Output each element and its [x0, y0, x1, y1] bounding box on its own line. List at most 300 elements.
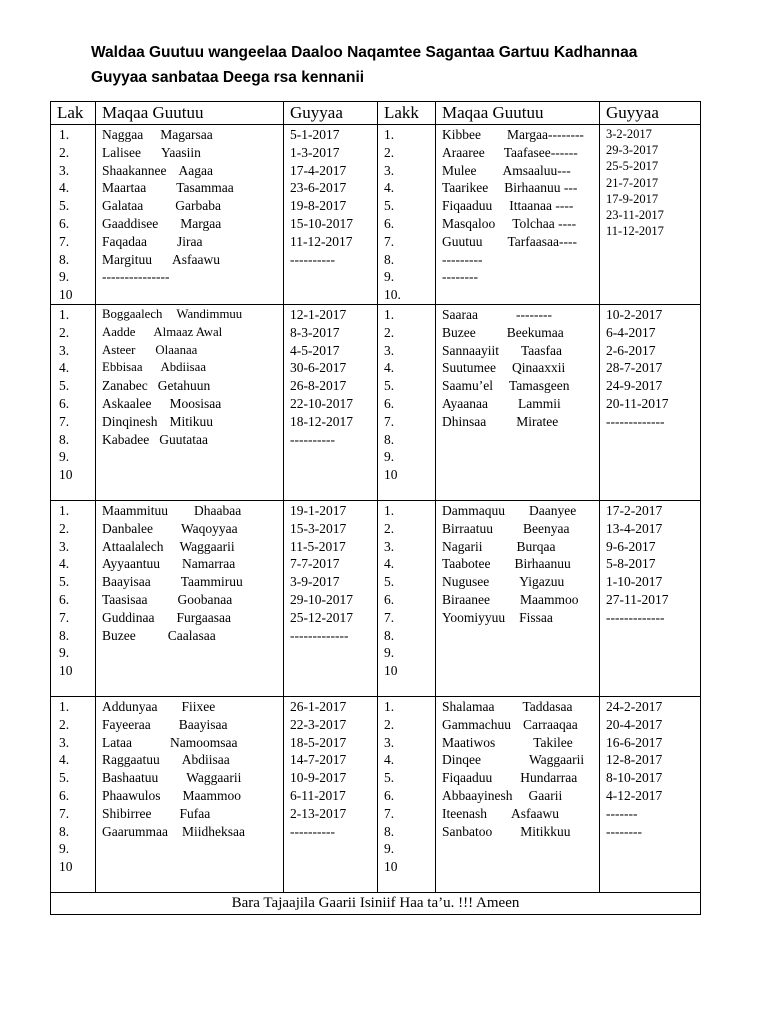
person-name [442, 573, 599, 591]
person-name [102, 342, 283, 360]
first-name: Gammachuu [442, 716, 511, 732]
last-name: Maammoo [182, 787, 241, 803]
schedule-date: 16-6-2017 [606, 734, 663, 750]
row-number: 6. [59, 215, 70, 231]
first-name: Saaraa [442, 306, 478, 322]
row-number: 3. [384, 162, 395, 178]
header-guyyaa-2: Guyyaa [600, 102, 701, 125]
schedule-date: 19-8-2017 [290, 198, 347, 214]
row-number: 8. [59, 431, 70, 447]
last-name: Dhaabaa [194, 502, 242, 518]
schedule-date: 21-7-2017 [606, 175, 659, 190]
first-name: Asteer [102, 342, 136, 357]
row-number: 4. [59, 360, 70, 376]
last-name: Tasammaa [176, 180, 234, 196]
person-name [442, 716, 599, 734]
first-name: Aadde [102, 324, 136, 339]
person-name [102, 591, 283, 609]
schedule-date: 5-8-2017 [606, 556, 656, 572]
row-number: 7. [384, 413, 395, 429]
person-name [102, 233, 283, 251]
last-name: Fissaa [519, 609, 553, 625]
dates-cell [284, 500, 378, 696]
schedule-date: 6-4-2017 [606, 324, 656, 340]
person-name [102, 395, 283, 413]
row-number: 5. [59, 770, 70, 786]
row-number: 5. [384, 574, 395, 590]
names-cell-2 [436, 696, 600, 892]
last-name: Miidheksaa [181, 823, 245, 839]
header-guyyaa: Guyyaa [284, 102, 378, 125]
last-name: Asfaawu [510, 805, 559, 821]
person-name [102, 716, 283, 734]
person-name [442, 413, 599, 431]
row-number: 5. [384, 198, 395, 214]
person-name [102, 306, 283, 324]
schedule-date: 13-4-2017 [606, 520, 663, 536]
schedule-date: 9-6-2017 [606, 538, 656, 554]
row-number: 8. [384, 823, 395, 839]
schedule-date: 22-3-2017 [290, 716, 347, 732]
row-number: 2. [59, 520, 70, 536]
last-name: Mitikuu [169, 413, 214, 429]
names-cell-2 [436, 500, 600, 696]
person-name [102, 324, 283, 342]
row-number: 9. [59, 449, 70, 465]
first-name: Birraatuu [442, 520, 493, 536]
person-name [102, 377, 283, 395]
first-name: Nagarii [442, 538, 483, 554]
person-name [102, 805, 283, 823]
first-name: Zanabec [102, 378, 148, 394]
last-name: Lammii [517, 395, 561, 411]
person-name [442, 769, 599, 787]
row-number: 7. [59, 413, 70, 429]
first-name: Attaalalech [102, 538, 164, 554]
first-name: Ayyaantuu [102, 556, 160, 572]
row-number: 7. [384, 609, 395, 625]
person-name [442, 395, 599, 413]
row-number: 1. [59, 698, 70, 714]
row-number: 8. [59, 823, 70, 839]
last-name: Yaasiin [160, 144, 201, 160]
schedule-date: 2-6-2017 [606, 342, 656, 358]
last-name: Getahuun [157, 378, 211, 394]
row-number: 4. [384, 556, 395, 572]
person-name [442, 502, 599, 520]
schedule-date: 20-11-2017 [606, 395, 669, 411]
person-name [442, 538, 599, 556]
last-name: Asfaawu [172, 251, 220, 267]
person-name [442, 306, 599, 324]
header-lakk: Lakk [378, 102, 436, 125]
last-name: Jiraa [176, 233, 203, 249]
schedule-date: ------- [606, 805, 638, 821]
person-name [102, 413, 283, 431]
row-number: 1. [384, 502, 395, 518]
schedule-date: 2-13-2017 [290, 805, 347, 821]
last-name: Beenyaa [522, 520, 570, 536]
first-name: Dhinsaa [442, 413, 487, 429]
schedule-date: 26-8-2017 [290, 378, 347, 394]
person-name [442, 197, 599, 215]
person-name [442, 144, 599, 162]
schedule-date: 8-3-2017 [290, 324, 340, 340]
first-name: Nugusee [442, 574, 490, 590]
first-name: Gaarummaa [102, 823, 168, 839]
last-name: Garbaba [175, 198, 221, 214]
last-name: Baayisaa [178, 716, 228, 732]
schedule-date: ---------- [290, 251, 335, 267]
names-cell-2 [436, 125, 600, 305]
person-name [102, 555, 283, 573]
row-number: 9. [59, 841, 70, 857]
row-number: 1. [384, 306, 395, 322]
schedule-date: 29-10-2017 [290, 591, 353, 607]
row-number: 10 [59, 859, 73, 875]
schedule-date: 5-1-2017 [290, 127, 340, 142]
person-name [442, 268, 599, 286]
row-number: 9. [59, 269, 70, 285]
row-number: 6. [384, 787, 395, 803]
schedule-date: ------------- [606, 609, 665, 625]
schedule-date: 27-11-2017 [606, 591, 669, 607]
schedule-date: 7-7-2017 [290, 556, 340, 572]
last-name: Birhaanuu --- [504, 180, 578, 196]
row-number: 8. [384, 251, 395, 267]
first-name: Sannaayiit [442, 342, 499, 358]
row-number: 5. [384, 770, 395, 786]
last-name: Takilee [533, 734, 573, 750]
first-name: Gaaddisee [102, 215, 159, 231]
row-number: 7. [59, 805, 70, 821]
row-number: 2. [384, 324, 395, 340]
group-row [51, 304, 701, 500]
row-number: 2. [384, 716, 395, 732]
first-name: Faqadaa [102, 233, 147, 249]
group-row [51, 500, 701, 696]
last-name: Abdiisaa [160, 360, 207, 375]
last-name: Waqoyyaa [180, 520, 238, 536]
first-name: Mulee [442, 162, 477, 178]
schedule-date: 24-2-2017 [606, 698, 663, 714]
first-name: Maartaa [102, 180, 147, 196]
title-line-2: Guyyaa sanbataa Deega rsa kennanii [91, 69, 365, 86]
person-name [442, 233, 599, 251]
first-name: Margituu [102, 251, 152, 267]
schedule-date: ------------- [606, 413, 665, 429]
person-name [102, 734, 283, 752]
person-name [442, 126, 599, 144]
schedule-date: 25-12-2017 [290, 609, 353, 625]
first-name: Fiqaaduu [442, 770, 493, 786]
first-name: Sanbatoo [442, 823, 493, 839]
schedule-date: 28-7-2017 [606, 360, 663, 376]
last-name: Wandimmuu [176, 306, 243, 321]
row-number: 6. [59, 787, 70, 803]
first-name: Dinqinesh [102, 413, 158, 429]
first-name: Phaawulos [102, 787, 161, 803]
names-cell [96, 304, 284, 500]
first-name: Lataa [102, 734, 132, 750]
row-number: 7. [384, 233, 395, 249]
row-number: 7. [59, 233, 70, 249]
last-name: Gaarii [528, 787, 563, 803]
first-name: Abbaayinesh [442, 787, 513, 803]
schedule-date: 15-10-2017 [290, 215, 353, 231]
last-name: Burqaa [516, 538, 556, 554]
last-name: Miratee [516, 413, 559, 429]
dates-cell-2 [600, 500, 701, 696]
header-lak: Lak [51, 102, 96, 125]
row-number: 3. [59, 162, 70, 178]
person-name [442, 162, 599, 180]
row-number: 10. [384, 287, 401, 303]
row-number: 6. [384, 395, 395, 411]
first-name: Yoomiyyuu [442, 609, 506, 625]
row-number: 4. [384, 180, 395, 196]
row-number: 2. [384, 144, 395, 160]
first-name: --------- [442, 251, 483, 267]
first-name: Masqaloo [442, 215, 496, 231]
person-name [102, 251, 283, 269]
last-name: Caalasaa [167, 627, 216, 643]
row-number: 1. [384, 127, 395, 142]
person-name [442, 342, 599, 360]
first-name: Biraanee [442, 591, 490, 607]
last-name: Namoomsaa [169, 734, 238, 750]
person-name [102, 698, 283, 716]
last-name: Carraaqaa [522, 716, 578, 732]
first-name: --------------- [102, 269, 170, 285]
dates-cell [284, 125, 378, 305]
last-name: Guutataa [159, 431, 208, 447]
person-name [442, 734, 599, 752]
person-name [442, 805, 599, 823]
first-name: Suutumee [442, 360, 496, 376]
last-name: -------- [515, 306, 552, 322]
schedule-date: 6-11-2017 [290, 787, 346, 803]
row-number: 9. [384, 645, 395, 661]
first-name: Shaakannee [102, 162, 167, 178]
row-number: 5. [384, 378, 395, 394]
row-number: 10 [59, 467, 73, 483]
last-name: Olaanaa [155, 342, 198, 357]
first-name: Lalisee [102, 144, 141, 160]
row-number: 3. [59, 342, 70, 358]
last-name: Daanyee [529, 502, 577, 518]
schedule-date: 18-12-2017 [290, 413, 353, 429]
last-name: Tamasgeen [508, 378, 570, 394]
first-name: Baayisaa [102, 574, 151, 590]
last-name: Amsaaluu--- [502, 162, 571, 178]
first-name: Dammaquu [442, 502, 505, 518]
person-name [442, 215, 599, 233]
first-name: Ayaanaa [442, 395, 488, 411]
last-name: Qinaaxxii [512, 360, 566, 376]
schedule-date: 10-9-2017 [290, 770, 347, 786]
schedule-date: ---------- [290, 823, 335, 839]
schedule-date: 4-5-2017 [290, 342, 340, 358]
row-number: 3. [384, 342, 395, 358]
schedule-date: ------------- [290, 627, 349, 643]
schedule-date: 11-5-2017 [290, 538, 346, 554]
first-name: Naggaa [102, 127, 144, 142]
first-name: Taasisaa [102, 591, 148, 607]
first-name: Araaree [442, 144, 485, 160]
last-name: Beekumaa [506, 324, 564, 340]
person-name [442, 179, 599, 197]
row-number: 10 [384, 467, 398, 483]
schedule-date: 18-5-2017 [290, 734, 347, 750]
person-name [102, 144, 283, 162]
first-name: Kabadee [102, 431, 150, 447]
first-name: Buzee [102, 627, 136, 643]
schedule-date: 30-6-2017 [290, 360, 347, 376]
row-number: 4. [59, 180, 70, 196]
last-name: Furgaasaa [176, 609, 231, 625]
first-name: Maammituu [102, 502, 168, 518]
row-number: 8. [59, 251, 70, 267]
person-name [442, 787, 599, 805]
row-number: 1. [59, 306, 70, 322]
title-line-1: Waldaa Guutuu wangeelaa Daaloo Naqamtee Sagantaa Gartuu Kadhannaa [91, 44, 638, 61]
schedule-date: 14-7-2017 [290, 752, 347, 768]
row-number: 8. [384, 627, 395, 643]
lakk-numbers-cell [378, 125, 436, 305]
names-cell-2 [436, 304, 600, 500]
schedule-date: 17-2-2017 [606, 502, 663, 518]
last-name: Margaa [180, 215, 222, 231]
last-name: Namarraa [182, 556, 236, 572]
lak-numbers-cell [51, 125, 96, 305]
lakk-numbers-cell [378, 696, 436, 892]
person-name [102, 359, 283, 377]
last-name: Fufaa [179, 805, 211, 821]
row-number: 10 [384, 859, 398, 875]
schedule-date: 12-8-2017 [606, 752, 663, 768]
person-name [102, 823, 283, 841]
row-number: 10 [59, 663, 73, 679]
person-name [442, 591, 599, 609]
row-number: 5. [59, 574, 70, 590]
last-name: Goobanaa [177, 591, 233, 607]
schedule-table [50, 101, 701, 915]
last-name: Magarsaa [160, 127, 213, 142]
schedule-date: 17-9-2017 [606, 191, 659, 206]
header-maqaa-guutuu-2: Maqaa Guutuu [436, 102, 600, 125]
first-name: Raggaatuu [102, 752, 160, 768]
row-number: 4. [59, 752, 70, 768]
first-name: Bashaatuu [102, 770, 159, 786]
last-name: Waggaarii [186, 770, 242, 786]
person-name [442, 359, 599, 377]
row-number: 6. [59, 395, 70, 411]
first-name: -------- [442, 269, 478, 285]
schedule-date: 1-3-2017 [290, 144, 340, 160]
schedule-date: 23-11-2017 [606, 208, 664, 223]
row-number: 3. [384, 734, 395, 750]
schedule-date: 25-5-2017 [606, 159, 659, 174]
dates-cell-2 [600, 696, 701, 892]
person-name [102, 538, 283, 556]
row-number: 9. [384, 449, 395, 465]
person-name [102, 502, 283, 520]
schedule-date: 11-12-2017 [606, 224, 664, 239]
person-name [102, 609, 283, 627]
footer-row [51, 892, 701, 914]
person-name [102, 179, 283, 197]
schedule-date: 10-2-2017 [606, 306, 663, 322]
schedule-date: -------- [606, 823, 642, 839]
schedule-date: 19-1-2017 [290, 502, 347, 518]
person-name [102, 431, 283, 449]
person-name [102, 268, 283, 286]
first-name: Guddinaa [102, 609, 155, 625]
schedule-date: ---------- [290, 431, 335, 447]
first-name: Ebbisaa [102, 360, 143, 375]
header-row [51, 102, 701, 125]
row-number: 1. [59, 502, 70, 518]
first-name: Kibbee [442, 127, 481, 142]
last-name: Almaaz Awal [153, 324, 223, 339]
person-name [102, 215, 283, 233]
lak-numbers-cell [51, 500, 96, 696]
row-number: 3. [59, 538, 70, 554]
first-name: Fayeeraa [102, 716, 151, 732]
last-name: Birhaanuu [514, 556, 571, 572]
schedule-date: 1-10-2017 [606, 574, 663, 590]
dates-cell-2 [600, 304, 701, 500]
schedule-date: 4-12-2017 [606, 787, 663, 803]
last-name: Fiixee [181, 698, 216, 714]
person-name [102, 573, 283, 591]
row-number: 3. [59, 734, 70, 750]
row-number: 5. [59, 378, 70, 394]
first-name: Askaalee [102, 395, 152, 411]
first-name: Taarikee [442, 180, 489, 196]
schedule-date: 8-10-2017 [606, 770, 663, 786]
lak-numbers-cell [51, 304, 96, 500]
lakk-numbers-cell [378, 500, 436, 696]
row-number: 2. [384, 520, 395, 536]
last-name: Abdiisaa [181, 752, 230, 768]
lakk-numbers-cell [378, 304, 436, 500]
first-name: Boggaalech [102, 306, 163, 321]
first-name: Buzee [442, 324, 476, 340]
person-name [102, 520, 283, 538]
last-name: Taddasaa [522, 698, 573, 714]
first-name: Maatiwos [442, 734, 496, 750]
schedule-date: 22-10-2017 [290, 395, 353, 411]
schedule-date: 24-9-2017 [606, 378, 663, 394]
row-number: 1. [59, 127, 70, 142]
schedule-date: 29-3-2017 [606, 143, 659, 158]
group-row [51, 125, 701, 305]
first-name: Guutuu [442, 233, 483, 249]
last-name: Taammiruu [180, 574, 243, 590]
person-name [102, 197, 283, 215]
person-name [102, 787, 283, 805]
person-name [102, 751, 283, 769]
group-row [51, 696, 701, 892]
row-number: 9. [384, 269, 395, 285]
first-name: Danbalee [102, 520, 153, 536]
last-name: Taasfaa [521, 342, 563, 358]
row-number: 4. [384, 752, 395, 768]
person-name [102, 126, 283, 144]
person-name [442, 823, 599, 841]
